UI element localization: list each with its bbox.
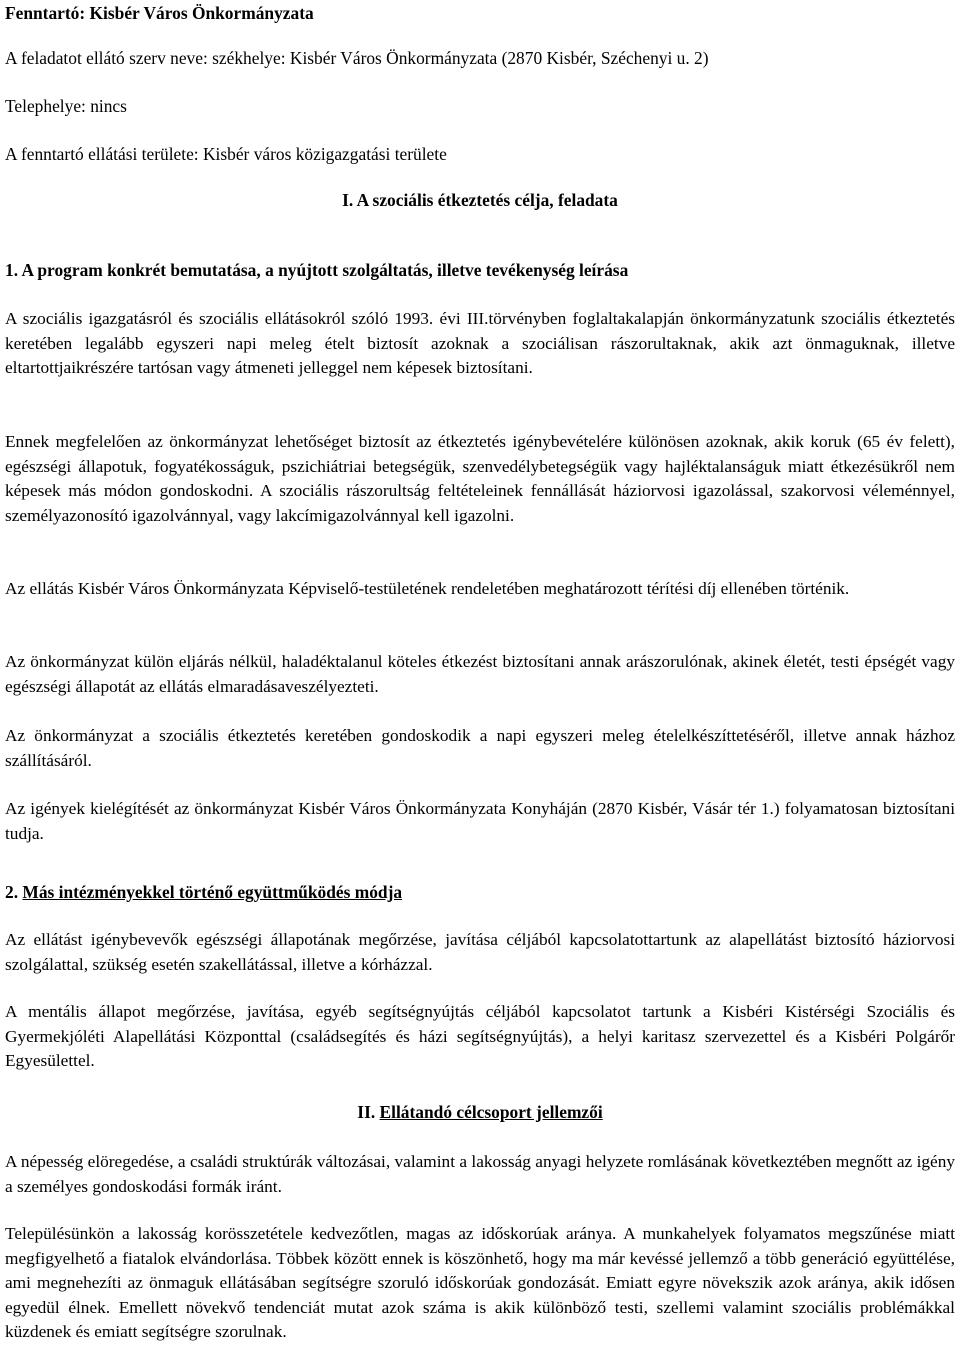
paragraph-legal-basis: A szociális igazgatásról és szociális ellátásokról szóló 1993. évi III.törvényben foglaltakalapján önkormányzatunk szociális étkeztetés keretében legalább egyszeri napi meleg ételt biztosít azoknak a szociálisan rászorultaknak, akik azt önmaguknak, illetve eltartottjaikrészére tartósan vagy átmeneti jelleggel nem képesek biztosítani.	[5, 309, 955, 378]
section2-title: Ellátandó célcsoport jellemzői	[379, 1102, 603, 1122]
subsection2-number: 2.	[5, 882, 19, 902]
szerv-line: A feladatot ellátó szerv neve: székhelye: Kisbér Város Önkormányzata (2870 Kisbér, Széchenyi u. 2)	[5, 48, 709, 68]
section2-number: II.	[357, 1102, 376, 1122]
terulet-line: A fenntartó ellátási területe: Kisbér város közigazgatási területe	[5, 144, 447, 164]
subsection2-title: Más intézményekkel történő együttműködés módja	[22, 882, 403, 902]
paragraph-urgent: Az önkormányzat külön eljárás nélkül, haladéktalanul köteles étkezést biztosítani annak arászorulónak, akinek életét, testi épségét vagy egészségi állapotát az ellátás elmaradásaveszélyezteti.	[5, 652, 955, 696]
subsection1-heading	[5, 258, 955, 282]
paragraph-kitchen: Az igények kielégítését az önkormányzat Kisbér Város Önkormányzata Konyháján (2870 Kisbér, Vásár tér 1.) folyamatosan biztosítani tudja.	[5, 799, 955, 843]
subsection1-title: A program konkrét bemutatása, a nyújtott szolgáltatás, illetve tevékenység leírása	[21, 260, 629, 280]
telephely-line: Telephelye: nincs	[5, 96, 127, 116]
fenntarto-heading: Fenntartó: Kisbér Város Önkormányzata	[5, 3, 314, 23]
section2-heading	[0, 1100, 960, 1124]
paragraph-delivery: Az önkormányzat a szociális étkeztetés keretében gondoskodik a napi egyszeri meleg ételelkészíttetéséről, illetve annak házhoz szállításáról.	[5, 726, 955, 770]
paragraph-eligibility: Ennek megfelelően az önkormányzat lehetőséget biztosít az étkeztetés igénybevételére különösen azoknak, akik koruk (65 év felett), egészségi állapotuk, fogyatékosságuk, pszichiátriai betegségük, szenvedélybetegségük vagy hajléktalanságuk miatt étkezésükről nem képesek más módon gondoskodni. A szociális rászorultság feltételeinek fennállását háziorvosi igazolással, szakorvosi véleménnyel, személyazonosító igazolvánnyal, vagy lakcímigazolvánnyal kell igazolni.	[5, 432, 955, 525]
paragraph-aging: A népesség elöregedése, a családi struktúrák változásai, valamint a lakosság anyagi helyzete romlásának következtében megnőtt az igény a személyes gondoskodási formák iránt.	[5, 1152, 955, 1196]
paragraph-health-cooperation: Az ellátást igénybevevők egészségi állapotának megőrzése, javítása céljából kapcsolatottartunk az alapellátást biztosító háziorvosi szolgálattal, szükség esetén szakellátással, illetve a kórházzal.	[5, 930, 955, 974]
paragraph-mental-cooperation: A mentális állapot megőrzése, javítása, egyéb segítségnyújtás céljából kapcsolatot tartunk a Kisbéri Kistérségi Szociális és Gyermekjóléti Alapellátási Központtal (családsegítés és házi segítségnyújtás), a helyi karitasz szervezettel és a Kisbéri Polgárőr Egyesülettel.	[5, 1002, 955, 1071]
paragraph-demographics: Településünkön a lakosság korösszetétele kedvezőtlen, magas az időskorúak aránya. A munkahelyek folyamatos megszűnése miatt megfigyelhető a fiatalok elvándorlása. Többek között ennek is köszönhető, hogy ma már kevéssé jellemző a több generáció együttélése, ami megnehezíti az önmaguk ellátásában segítségre szoruló időskorúak gondozását. Emiatt egyre növekszik azok aránya, akik idősen egyedül élnek. Emellett növekvő tendenciát mutat azok száma is akik különböző testi, szellemi valamint szociális problémákkal küzdenek és emiatt segítségre szorulnak.	[5, 1224, 955, 1342]
paragraph-fee: Az ellátás Kisbér Város Önkormányzata Képviselő-testületének rendeletében meghatározott térítési díj ellenében történik.	[5, 579, 850, 598]
section1-title: I. A szociális étkeztetés célja, feladata	[342, 190, 618, 210]
subsection1-number: 1.	[5, 260, 19, 280]
subsection2-heading	[5, 880, 955, 904]
